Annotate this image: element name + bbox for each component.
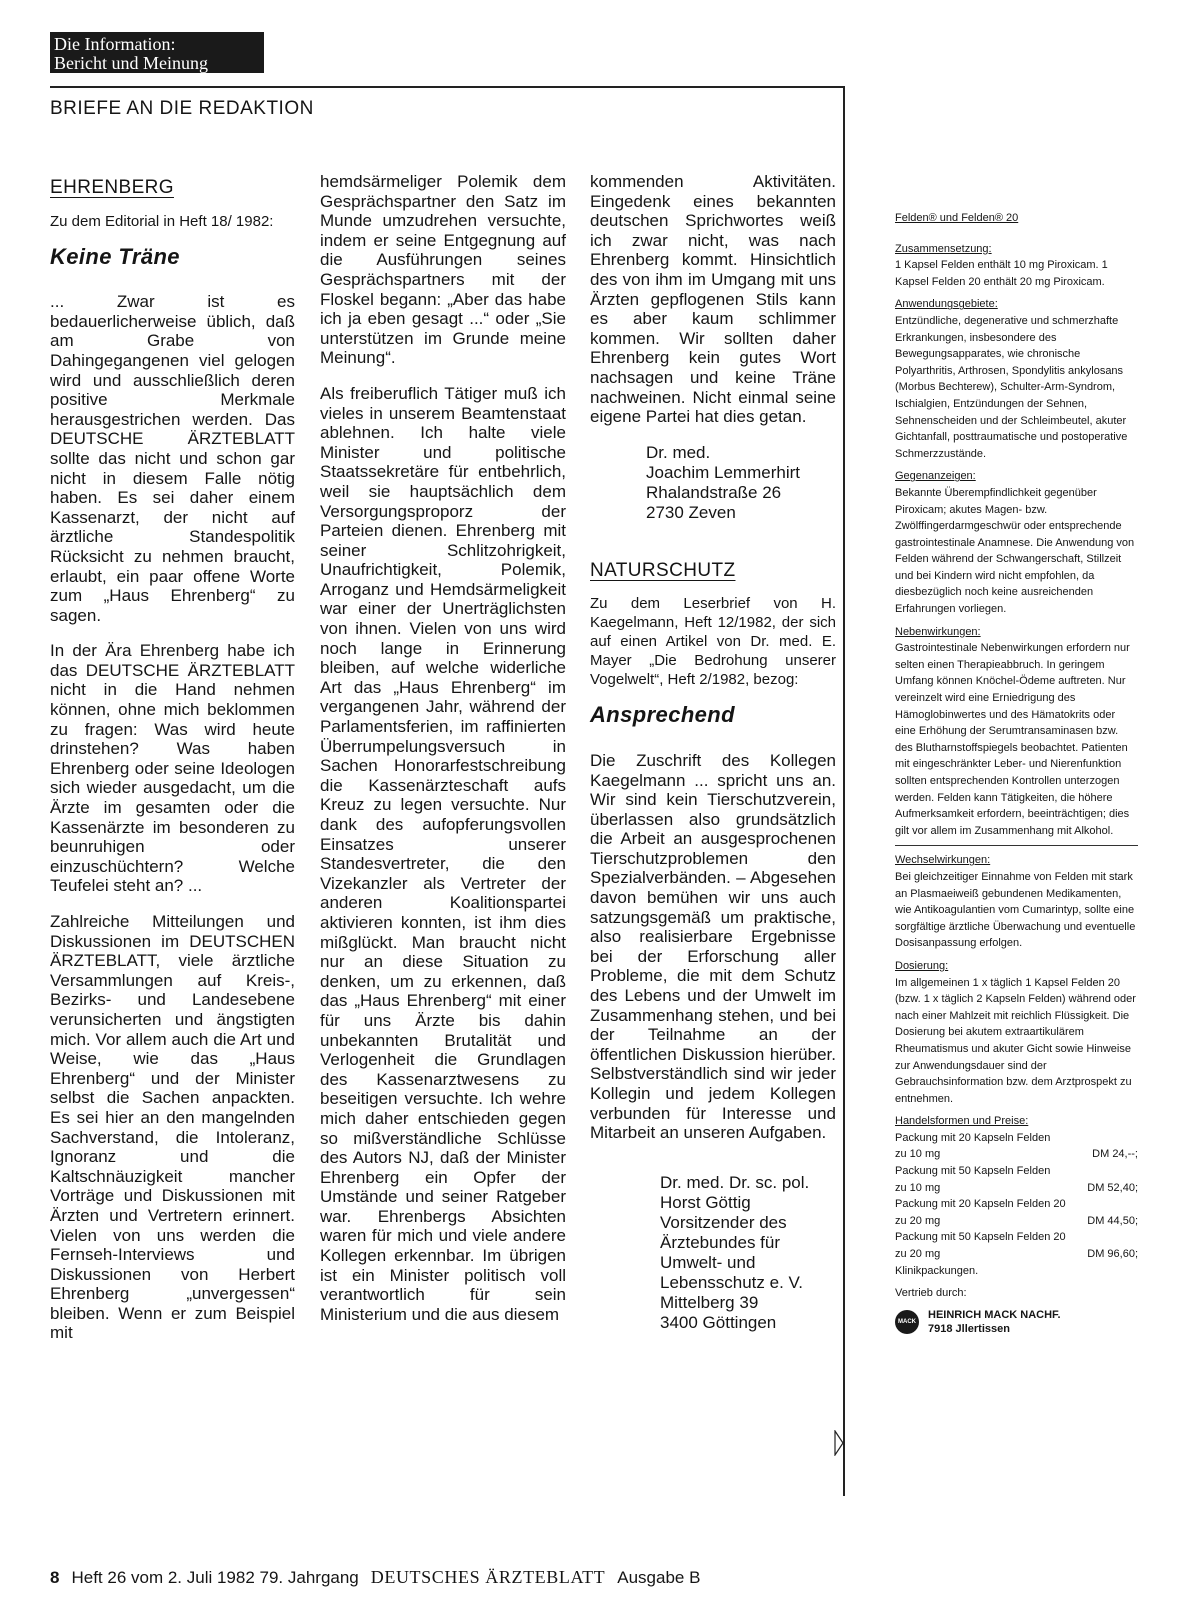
- product-name: Felden® und Felden® 20: [895, 212, 1019, 224]
- signature-line: 2730 Zeven: [646, 502, 736, 522]
- vertrieb-label: Vertrieb durch:: [895, 1287, 967, 1300]
- column-2: [320, 172, 566, 1340]
- section-label: Nebenwirkungen:: [895, 625, 981, 638]
- dosierung-section: [895, 958, 1138, 1107]
- letter2-heading: NATURSCHUTZ: [590, 559, 736, 581]
- letter1-paragraph: kommenden Aktivitäten. Eingedenk eines bekannten deutschen Sprichwortes weiß ich zwar nicht, was nach Ehrenberg kommt. Hinsichtlich des von ihm im Umgang mit uns Ärzten gepflogenen Stils kann es aber kaum schlimmer kommen. Wir sollten daher Ehrenberg kein gutes Wort nachsagen und keine Träne nachweinen. Nicht einmal seine eigene Partei hat dies getan.: [590, 172, 836, 427]
- price-row: [895, 1146, 1138, 1163]
- section-label: Dosierung:: [895, 959, 949, 972]
- signature-line: Horst Göttig: [660, 1192, 751, 1212]
- letter1-paragraph: Als freiberuflich Tätiger muß ich vieles in unserem Beamtenstaat ablehnen. Ich halte viele Minister und politische Staatssekretäre für entbehrlich, weil sie hauptsächlich dem Versorgungsproporz der Parteien dienen. Ehrenberg mit seiner Schlitzohrigkeit, Unaufrichtigkeit, Polemik, Arroganz und Hemdsärmeligkeit war einer der Unerträglichsten von ihnen. Vielen von uns wird noch lange in Erinnerung bleiben, auf welche widerliche Art das „Haus Ehrenberg“ im vergangenen Jahr, während der Parlamentsferien, im raffinierten Überrumpelungsversuch in Sachen Honorarfestschreibung die Kassenärzteschaft aufs Kreuz zu legen versuchte. Nur dank des aufopferungsvollen Einsatzes unserer Standesvertreter, die den Vizekanzler als Vertreter der anderen Koalitionspartei aktivieren konnten, ist ihm dies mißglückt. Man braucht nicht nur an diese Situation zu denken, um zu erkennen, daß das „Haus Ehrenberg“ mit einer für uns Ärzte bis dahin unbekannten Brutalität und Verlogenheit die Grundlagen des Kassenarztwesens zu beseitigen versuchte. Ich wehre mich daher entschieden gegen so mißverständliche Schlüsse des Autors NJ, daß der Minister Ehrenberg ein Opfer der Umstände und seiner Ratgeber war. Ehrenbergs Absichten waren für mich und viele andere Kollegen erkennbar. Im übrigen ist ein Minister politisch voll verantwortlich für sein Ministerium und die aus diesem: [320, 383, 566, 1324]
- price-desc: Packung mit 20 Kapseln Felden: [895, 1131, 1051, 1144]
- vendor-block: [895, 1308, 1138, 1336]
- letter1-paragraph: hemdsärmeliger Polemik dem Gesprächspartner den Satz im Munde umzudrehen versuchte, indem er seine Entgegnung auf die Ausführungen seines Gesprächspartners mit der Floskel begann: „Aber das habe ich ja eben gesagt ...“ oder „Sie unterstützen im Grunde meine Meinung“.: [320, 172, 566, 368]
- letter1-paragraph: In der Ära Ehrenberg habe ich das DEUTSCHE ÄRZTEBLATT nicht in die Hand nehmen können, ohne mich beklommen zu fragen: Was wird heute drinstehen? Was haben Ehrenberg oder seine Ideologen sich wieder ausgedacht, um die Ärzte im gesamten oder die Kassenärzte im besonderen zu beunruhigen oder einzuschüchtern? Welche Teufelei steht an? ...: [50, 641, 295, 896]
- gegenanzeigen-section: [895, 468, 1138, 617]
- signature-line: Joachim Lemmerhirt: [646, 462, 800, 482]
- vendor-city: 7918 Jllertissen: [928, 1322, 1010, 1335]
- page-footer: [50, 1567, 700, 1588]
- anwendung-section: [895, 296, 1138, 462]
- price-dose: zu 20 mg: [895, 1214, 941, 1227]
- price-extra: Klinikpackungen.: [895, 1264, 979, 1277]
- mack-logo-icon: MACK: [895, 1310, 919, 1334]
- price-desc: Packung mit 20 Kapseln Felden 20: [895, 1198, 1066, 1211]
- price-row: [895, 1213, 1138, 1230]
- section-text: 1 Kapsel Felden enthält 10 mg Piroxicam. 1 Kapsel Felden 20 enthält 20 mg Piroxicam.: [895, 259, 1108, 288]
- letter1-title: Keine Träne: [50, 243, 180, 269]
- signature-line: Mittelberg 39: [660, 1292, 759, 1312]
- signature-line: Rhalandstraße 26: [646, 482, 782, 502]
- column-3: [590, 172, 836, 1333]
- section-label: Gegenanzeigen:: [895, 470, 976, 483]
- nebenwirkungen-section: [895, 624, 1138, 840]
- signature-line: Dr. med.: [646, 442, 711, 462]
- zusammensetzung-section: [895, 241, 1138, 291]
- section-text: Bekannte Überempfindlichkeit gegenüber Piroxicam; akutes Magen- bzw. Zwölffingerdarmgeschwür oder entsprechende gastrointestinale Anamnese. Die Anwendung von Felden während der Schwangerschaft, Stillzeit und bei Kindern wird nicht empfohlen, da diesbezüglich noch keine ausreichenden Erfahrungen vorliegen.: [895, 486, 1135, 616]
- section-header-box: [50, 32, 264, 73]
- section-label: Anwendungsgebiete:: [895, 298, 998, 311]
- header-line-2: Bericht und Meinung: [54, 53, 208, 73]
- column-divider: [843, 86, 845, 1496]
- letter1-intro: Zu dem Editorial in Heft 18/ 1982:: [50, 212, 274, 230]
- page-number: 8: [50, 1568, 60, 1587]
- price-value: DM 44,50;: [1087, 1214, 1138, 1227]
- section-label: Wechselwirkungen:: [895, 854, 991, 867]
- letter2-intro: Zu dem Leserbrief von H. Kaegelmann, Heft 12/1982, der sich auf einen Artikel von Dr. med. E. Mayer „Die Bedrohung unserer Vogelwelt“, Heft 2/1982, bezog:: [590, 595, 836, 689]
- top-rule: [50, 86, 843, 88]
- signature-line: Lebensschutz e. V.: [660, 1272, 804, 1292]
- sidebar-divider: [895, 845, 1138, 846]
- price-dose: zu 10 mg: [895, 1181, 941, 1194]
- continue-arrow-icon: [834, 1430, 844, 1456]
- section-title: BRIEFE AN DIE REDAKTION: [50, 98, 314, 119]
- price-dose: zu 20 mg: [895, 1248, 941, 1261]
- letter1-paragraph: Zahlreiche Mitteilungen und Diskussionen im DEUTSCHEN ÄRZTEBLATT, viele ärztliche Versammlungen auf Kreis-, Bezirks- und Landesebene verunsicherten und ängstigten mich. Vor allem auch die Art und Weise, wie das „Haus Ehrenberg“ und der Minister selbst die Sachen anpackten. Es sei hier an den mangelnden Sachverstand, die Intoleranz, Ignoranz und die Kaltschnäuzigkeit mancher Vorträge und Diskussionen mit Ärzten und Vertretern erinnert. Vielen von uns werden die Fernseh-Interviews und Diskussionen von Herbert Ehrenberg „unvergessen“ bleiben. Wenn er zum Beispiel mit: [50, 912, 295, 1343]
- wechselwirkungen-section: [895, 852, 1138, 952]
- letter2-signature: [660, 1173, 836, 1333]
- issue-info: Heft 26 vom 2. Juli 1982 79. Jahrgang: [71, 1568, 359, 1587]
- price-row: [895, 1180, 1138, 1197]
- edition: Ausgabe B: [617, 1568, 701, 1587]
- column-1: [50, 178, 295, 1359]
- letter2-paragraph: Die Zuschrift des Kollegen Kaegelmann ... spricht uns an. Wir sind kein Tierschutzverein, überlassen also grundsätzlich die Arbeit an ausgesprochenen Tierschutzproblemen den Spezialverbänden. – Abgesehen davon bemühen wir uns auch satzungsgemäß um praktische, also realisierbare Ergebnisse bei der Erforschung aller Probleme, die mit dem Schutz des Lebens und der Umwelt im Zusammenhang stehen, und bei der Teilnahme an der öffentlichen Diskussion hierüber. Selbstverständlich sind wir jeder Kollegin und jedem Kollegen verbunden für Interesse und Mitarbeit an unseren Aufgaben.: [590, 750, 836, 1143]
- section-text: Im allgemeinen 1 x täglich 1 Kapsel Felden 20 (bzw. 1 x täglich 2 Kapseln Felden) während oder nach einer Mahlzeit mit reichlich Flüssigkeit. Die Dosierung bei akutem extraartikulärem Rheumatismus und akuter Gicht sowie Hinweise zur Anwendungsdauer sind der Gebrauchsinformation bzw. dem Arztprospekt zu entnehmen.: [895, 976, 1136, 1105]
- section-text: Gastrointestinale Nebenwirkungen erfordern nur selten einen Therapieabbruch. In geringem Umfang können Knöchel-Ödeme auftreten. Nur vereinzelt wird eine Erniedrigung des Hämoglobinwertes und des Hämatokrits oder eine Erhöhung der Serumtransaminasen bzw. des Blutharnstoffspiegels beobachtet. Patienten mit eingeschränkter Leber- und Nierenfunktion sollten entsprechenden Kontrollen unterzogen werden. Felden kann Tätigkeiten, die höhere Aufmerksamkeit erfordern, beeinträchtigen; dies gilt vor allem im Zusammenhang mit Alkohol.: [895, 642, 1130, 837]
- price-value: DM 52,40;: [1087, 1181, 1138, 1194]
- header-line-1: Die Information:: [54, 34, 176, 54]
- price-row: [895, 1246, 1138, 1263]
- price-desc: Packung mit 50 Kapseln Felden: [895, 1165, 1051, 1178]
- signature-line: Ärztebundes für: [660, 1232, 781, 1252]
- preise-section: [895, 1113, 1138, 1279]
- drug-info-sidebar: [895, 210, 1138, 1336]
- price-value: DM 96,60;: [1087, 1248, 1138, 1261]
- letter1-signature: [646, 443, 836, 523]
- section-label: Handelsformen und Preise:: [895, 1115, 1029, 1128]
- section-label: Zusammensetzung:: [895, 242, 992, 255]
- signature-line: 3400 Göttingen: [660, 1312, 777, 1332]
- signature-line: Dr. med. Dr. sc. pol.: [660, 1172, 810, 1192]
- price-desc: Packung mit 50 Kapseln Felden 20: [895, 1231, 1066, 1244]
- section-text: Entzündliche, degenerative und schmerzhafte Erkrankungen, insbesondere des Bewegungsapparates, wie chronische Polyarthritis, Arthrosen, Spondylitis ankylosans (Morbus Bechterew), Schulter-Arm-Syndrom, Ischialgien, Entzündungen der Sehnen, Sehnenscheiden und der Schleimbeutel, akuter Gichtanfall, posttraumatische und postoperative Schmerzzustände.: [895, 314, 1128, 460]
- letter1-heading: EHRENBERG: [50, 177, 174, 198]
- signature-line: Umwelt- und: [660, 1252, 756, 1272]
- section-text: Bei gleichzeitiger Einnahme von Felden mit stark an Plasmaeiweiß gebundenen Medikamenten, wie Antikoagulantien vom Cumarintyp, sollte eine sorgfältige ärztliche Überwachung und eventuelle Dosisanpassung erfolgen.: [895, 870, 1136, 950]
- price-dose: zu 10 mg: [895, 1148, 941, 1161]
- price-value: DM 24,--;: [1092, 1148, 1138, 1161]
- letter2-title: Ansprechend: [590, 702, 735, 728]
- vendor-name: HEINRICH MACK NACHF.: [928, 1308, 1061, 1321]
- signature-line: Vorsitzender des: [660, 1212, 787, 1232]
- magazine-name: DEUTSCHES ÄRZTEBLATT: [370, 1567, 606, 1587]
- letter1-paragraph: ... Zwar ist es bedauerlicherweise üblich, daß am Grabe von Dahingegangenen viel gelogen wird und ausschließlich deren positive Merkmale herausgestrichen werden. Das DEUTSCHE ÄRZTEBLATT sollte das nicht und schon gar nicht in diesem Falle nötig haben. Es sei daher einem Kassenarzt, der nicht auf ärztliche Standespolitik Rücksicht zu nehmen braucht, erlaubt, ein paar offene Worte zum „Haus Ehrenberg“ zu sagen.: [50, 292, 295, 625]
